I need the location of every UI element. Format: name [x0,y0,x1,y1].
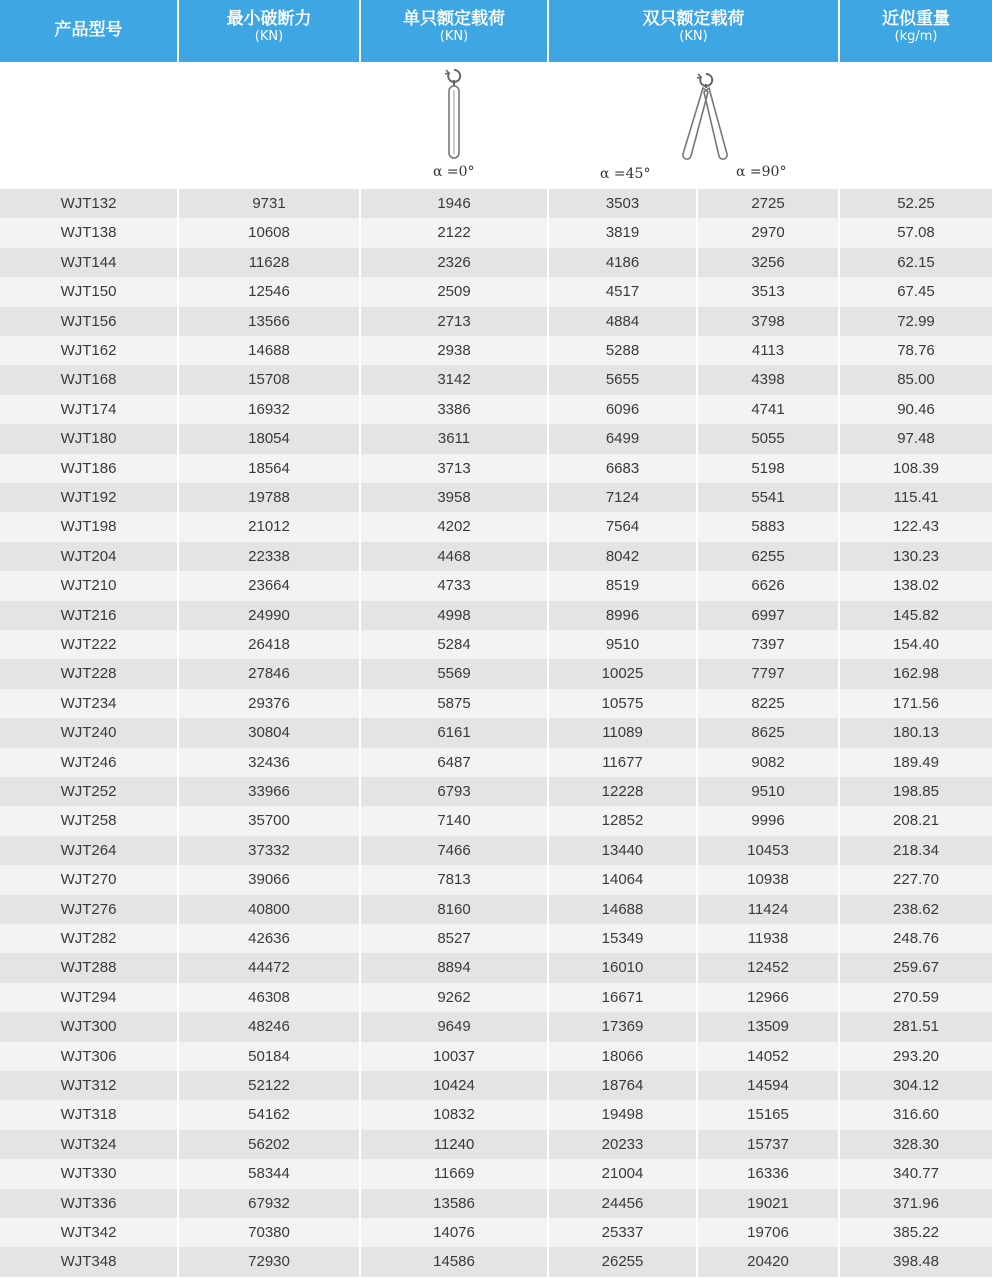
model-cell: WJT216 [0,601,177,630]
weight-cell: 227.70 [840,865,992,894]
weight-cell: 398.48 [840,1247,992,1276]
table-row [0,689,992,718]
min-breaking-force-cell: 40800 [179,895,359,924]
double-load-90-cell: 7397 [698,630,838,659]
model-cell: WJT192 [0,483,177,512]
min-breaking-force-cell: 32436 [179,748,359,777]
model-cell: WJT210 [0,571,177,600]
single-load-cell: 4998 [361,601,547,630]
double-load-45-cell: 13440 [549,836,696,865]
weight-cell: 371.96 [840,1189,992,1218]
model-cell: WJT138 [0,218,177,247]
double-load-90-cell: 9996 [698,806,838,835]
header-min-breaking-force: 最小破断力 (KN) [179,0,359,62]
min-breaking-force-cell: 56202 [179,1130,359,1159]
weight-cell: 62.15 [840,248,992,277]
min-breaking-force-cell: 26418 [179,630,359,659]
weight-cell: 316.60 [840,1100,992,1129]
model-cell: WJT162 [0,336,177,365]
single-load-cell: 7140 [361,806,547,835]
single-load-cell: 11240 [361,1130,547,1159]
single-load-cell: 14586 [361,1247,547,1276]
model-cell: WJT258 [0,806,177,835]
model-cell: WJT306 [0,1042,177,1071]
double-load-45-cell: 5655 [549,365,696,394]
single-load-cell: 5569 [361,659,547,688]
min-breaking-force-cell: 10608 [179,218,359,247]
model-cell: WJT198 [0,512,177,541]
single-load-cell: 1946 [361,189,547,218]
weight-cell: 281.51 [840,1012,992,1041]
weight-cell: 67.45 [840,277,992,306]
table-row [0,1012,992,1041]
min-breaking-force-cell: 29376 [179,689,359,718]
model-cell: WJT174 [0,395,177,424]
table-row [0,1130,992,1159]
min-breaking-force-cell: 22338 [179,542,359,571]
double-load-45-cell: 12852 [549,806,696,835]
weight-cell: 130.23 [840,542,992,571]
double-load-90-cell: 4113 [698,336,838,365]
weight-cell: 180.13 [840,718,992,747]
min-breaking-force-cell: 18564 [179,454,359,483]
double-load-45-cell: 10575 [549,689,696,718]
double-load-90-cell: 20420 [698,1247,838,1276]
double-load-45-cell: 25337 [549,1218,696,1247]
weight-cell: 97.48 [840,424,992,453]
single-load-cell: 2509 [361,277,547,306]
min-breaking-force-cell: 16932 [179,395,359,424]
single-load-cell: 9649 [361,1012,547,1041]
single-load-cell: 2122 [361,218,547,247]
header-single-rated-load: 单只额定载荷 (KN) [361,0,547,62]
model-cell: WJT240 [0,718,177,747]
weight-cell: 78.76 [840,336,992,365]
single-load-cell: 6793 [361,777,547,806]
table-row [0,836,992,865]
model-cell: WJT270 [0,865,177,894]
table-row [0,806,992,835]
double-load-45-cell: 9510 [549,630,696,659]
min-breaking-force-cell: 27846 [179,659,359,688]
double-load-90-cell: 10938 [698,865,838,894]
table-row [0,1189,992,1218]
model-cell: WJT336 [0,1189,177,1218]
single-load-cell: 2326 [361,248,547,277]
double-load-90-cell: 10453 [698,836,838,865]
weight-cell: 189.49 [840,748,992,777]
table-row [0,365,992,394]
double-load-45-cell: 11677 [549,748,696,777]
header-approx-weight: 近似重量 (kg/m) [840,0,992,62]
single-load-cell: 2938 [361,336,547,365]
table-row [0,1100,992,1129]
min-breaking-force-cell: 14688 [179,336,359,365]
angle-label-0: α =0° [433,164,475,180]
double-load-90-cell: 4741 [698,395,838,424]
model-cell: WJT222 [0,630,177,659]
min-breaking-force-cell: 21012 [179,512,359,541]
double-load-90-cell: 13509 [698,1012,838,1041]
min-breaking-force-cell: 72930 [179,1247,359,1276]
min-breaking-force-cell: 9731 [179,189,359,218]
double-load-45-cell: 4186 [549,248,696,277]
model-cell: WJT318 [0,1100,177,1129]
double-load-90-cell: 11938 [698,924,838,953]
table-row [0,1247,992,1276]
table-row [0,659,992,688]
table-row [0,924,992,953]
weight-cell: 85.00 [840,365,992,394]
double-load-90-cell: 6626 [698,571,838,600]
double-load-90-cell: 9082 [698,748,838,777]
weight-cell: 122.43 [840,512,992,541]
weight-cell: 270.59 [840,983,992,1012]
table-row [0,248,992,277]
double-load-90-cell: 15737 [698,1130,838,1159]
double-load-45-cell: 4884 [549,307,696,336]
double-load-90-cell: 5541 [698,483,838,512]
min-breaking-force-cell: 13566 [179,307,359,336]
table-row [0,307,992,336]
double-load-90-cell: 2970 [698,218,838,247]
single-load-cell: 6487 [361,748,547,777]
min-breaking-force-cell: 30804 [179,718,359,747]
double-sling-icon [675,70,737,162]
weight-cell: 208.21 [840,806,992,835]
double-load-45-cell: 18066 [549,1042,696,1071]
table-row [0,601,992,630]
min-breaking-force-cell: 19788 [179,483,359,512]
single-load-cell: 2713 [361,307,547,336]
single-load-cell: 7813 [361,865,547,894]
table-row [0,571,992,600]
model-cell: WJT276 [0,895,177,924]
single-load-cell: 6161 [361,718,547,747]
weight-cell: 304.12 [840,1071,992,1100]
single-load-cell: 10424 [361,1071,547,1100]
single-load-cell: 9262 [361,983,547,1012]
model-cell: WJT144 [0,248,177,277]
double-load-45-cell: 6499 [549,424,696,453]
angle-label-45: α =45° [600,166,651,182]
weight-cell: 108.39 [840,454,992,483]
model-cell: WJT150 [0,277,177,306]
min-breaking-force-cell: 24990 [179,601,359,630]
model-cell: WJT264 [0,836,177,865]
weight-cell: 72.99 [840,307,992,336]
double-load-90-cell: 3798 [698,307,838,336]
min-breaking-force-cell: 50184 [179,1042,359,1071]
double-load-45-cell: 8519 [549,571,696,600]
double-load-45-cell: 7564 [549,512,696,541]
min-breaking-force-cell: 11628 [179,248,359,277]
model-cell: WJT186 [0,454,177,483]
double-load-90-cell: 6997 [698,601,838,630]
min-breaking-force-cell: 12546 [179,277,359,306]
min-breaking-force-cell: 48246 [179,1012,359,1041]
table-row [0,895,992,924]
min-breaking-force-cell: 39066 [179,865,359,894]
single-load-cell: 4733 [361,571,547,600]
single-load-cell: 3958 [361,483,547,512]
single-load-cell: 13586 [361,1189,547,1218]
model-cell: WJT342 [0,1218,177,1247]
table-row [0,336,992,365]
weight-cell: 259.67 [840,953,992,982]
double-load-45-cell: 16010 [549,953,696,982]
single-load-cell: 5284 [361,630,547,659]
table-row [0,277,992,306]
table-row [0,1071,992,1100]
weight-cell: 52.25 [840,189,992,218]
double-load-90-cell: 14594 [698,1071,838,1100]
weight-cell: 90.46 [840,395,992,424]
min-breaking-force-cell: 67932 [179,1189,359,1218]
single-load-cell: 10037 [361,1042,547,1071]
weight-cell: 293.20 [840,1042,992,1071]
double-load-45-cell: 19498 [549,1100,696,1129]
table-row [0,748,992,777]
double-load-90-cell: 7797 [698,659,838,688]
weight-cell: 162.98 [840,659,992,688]
weight-cell: 145.82 [840,601,992,630]
sling-diagram-row [0,62,992,189]
model-cell: WJT234 [0,689,177,718]
double-load-90-cell: 5198 [698,454,838,483]
weight-cell: 340.77 [840,1159,992,1188]
table-row [0,395,992,424]
weight-cell: 218.34 [840,836,992,865]
double-load-45-cell: 10025 [549,659,696,688]
min-breaking-force-cell: 46308 [179,983,359,1012]
table-row [0,218,992,247]
min-breaking-force-cell: 33966 [179,777,359,806]
table-row [0,1159,992,1188]
double-load-45-cell: 4517 [549,277,696,306]
model-cell: WJT156 [0,307,177,336]
single-sling-icon [438,66,470,160]
model-cell: WJT228 [0,659,177,688]
model-cell: WJT300 [0,1012,177,1041]
min-breaking-force-cell: 70380 [179,1218,359,1247]
table-row [0,777,992,806]
single-load-cell: 14076 [361,1218,547,1247]
min-breaking-force-cell: 54162 [179,1100,359,1129]
single-load-cell: 3713 [361,454,547,483]
table-row [0,630,992,659]
single-load-cell: 11669 [361,1159,547,1188]
double-load-90-cell: 9510 [698,777,838,806]
single-load-cell: 10832 [361,1100,547,1129]
double-load-90-cell: 15165 [698,1100,838,1129]
double-load-45-cell: 21004 [549,1159,696,1188]
double-load-90-cell: 16336 [698,1159,838,1188]
model-cell: WJT294 [0,983,177,1012]
double-load-45-cell: 3503 [549,189,696,218]
double-load-45-cell: 11089 [549,718,696,747]
model-cell: WJT168 [0,365,177,394]
double-load-90-cell: 3513 [698,277,838,306]
double-load-45-cell: 6096 [549,395,696,424]
min-breaking-force-cell: 15708 [179,365,359,394]
double-load-90-cell: 12966 [698,983,838,1012]
min-breaking-force-cell: 42636 [179,924,359,953]
double-load-90-cell: 8225 [698,689,838,718]
single-load-cell: 5875 [361,689,547,718]
table-row [0,512,992,541]
double-load-90-cell: 5883 [698,512,838,541]
model-cell: WJT180 [0,424,177,453]
weight-cell: 138.02 [840,571,992,600]
table-row [0,483,992,512]
weight-cell: 248.76 [840,924,992,953]
double-load-45-cell: 7124 [549,483,696,512]
angle-label-90: α =90° [736,164,787,180]
weight-cell: 328.30 [840,1130,992,1159]
header-double-rated-load: 双只额定载荷 (KN) [549,0,838,62]
min-breaking-force-cell: 44472 [179,953,359,982]
model-cell: WJT348 [0,1247,177,1276]
double-load-45-cell: 20233 [549,1130,696,1159]
min-breaking-force-cell: 18054 [179,424,359,453]
min-breaking-force-cell: 58344 [179,1159,359,1188]
weight-cell: 57.08 [840,218,992,247]
table-row [0,454,992,483]
double-load-45-cell: 3819 [549,218,696,247]
double-load-90-cell: 8625 [698,718,838,747]
double-load-45-cell: 26255 [549,1247,696,1276]
double-load-90-cell: 11424 [698,895,838,924]
model-cell: WJT246 [0,748,177,777]
table-row [0,542,992,571]
single-load-cell: 4202 [361,512,547,541]
header-model: 产品型号 [0,0,177,62]
double-load-45-cell: 8996 [549,601,696,630]
weight-cell: 198.85 [840,777,992,806]
single-load-cell: 8894 [361,953,547,982]
table-row [0,718,992,747]
table-row [0,865,992,894]
single-load-cell: 3611 [361,424,547,453]
min-breaking-force-cell: 35700 [179,806,359,835]
double-load-45-cell: 18764 [549,1071,696,1100]
double-load-90-cell: 19021 [698,1189,838,1218]
min-breaking-force-cell: 37332 [179,836,359,865]
double-load-45-cell: 24456 [549,1189,696,1218]
double-load-90-cell: 6255 [698,542,838,571]
weight-cell: 238.62 [840,895,992,924]
double-load-45-cell: 8042 [549,542,696,571]
table-row [0,424,992,453]
double-load-45-cell: 5288 [549,336,696,365]
table-row [0,1042,992,1071]
model-cell: WJT330 [0,1159,177,1188]
weight-cell: 154.40 [840,630,992,659]
double-load-90-cell: 19706 [698,1218,838,1247]
single-load-cell: 3386 [361,395,547,424]
double-load-45-cell: 17369 [549,1012,696,1041]
model-cell: WJT288 [0,953,177,982]
table-row [0,1218,992,1247]
double-load-90-cell: 3256 [698,248,838,277]
single-load-cell: 8527 [361,924,547,953]
table-row [0,189,992,218]
double-load-90-cell: 4398 [698,365,838,394]
double-load-90-cell: 14052 [698,1042,838,1071]
model-cell: WJT252 [0,777,177,806]
min-breaking-force-cell: 23664 [179,571,359,600]
double-load-90-cell: 2725 [698,189,838,218]
model-cell: WJT324 [0,1130,177,1159]
single-load-cell: 8160 [361,895,547,924]
weight-cell: 171.56 [840,689,992,718]
double-load-45-cell: 6683 [549,454,696,483]
double-load-45-cell: 12228 [549,777,696,806]
single-load-cell: 4468 [361,542,547,571]
model-cell: WJT312 [0,1071,177,1100]
double-load-45-cell: 15349 [549,924,696,953]
model-cell: WJT204 [0,542,177,571]
double-load-90-cell: 5055 [698,424,838,453]
double-load-90-cell: 12452 [698,953,838,982]
table-row [0,983,992,1012]
min-breaking-force-cell: 52122 [179,1071,359,1100]
table-row [0,953,992,982]
table-header [0,0,992,62]
double-load-45-cell: 14064 [549,865,696,894]
single-load-cell: 7466 [361,836,547,865]
model-cell: WJT132 [0,189,177,218]
model-cell: WJT282 [0,924,177,953]
weight-cell: 385.22 [840,1218,992,1247]
double-load-45-cell: 14688 [549,895,696,924]
double-load-45-cell: 16671 [549,983,696,1012]
single-load-cell: 3142 [361,365,547,394]
weight-cell: 115.41 [840,483,992,512]
